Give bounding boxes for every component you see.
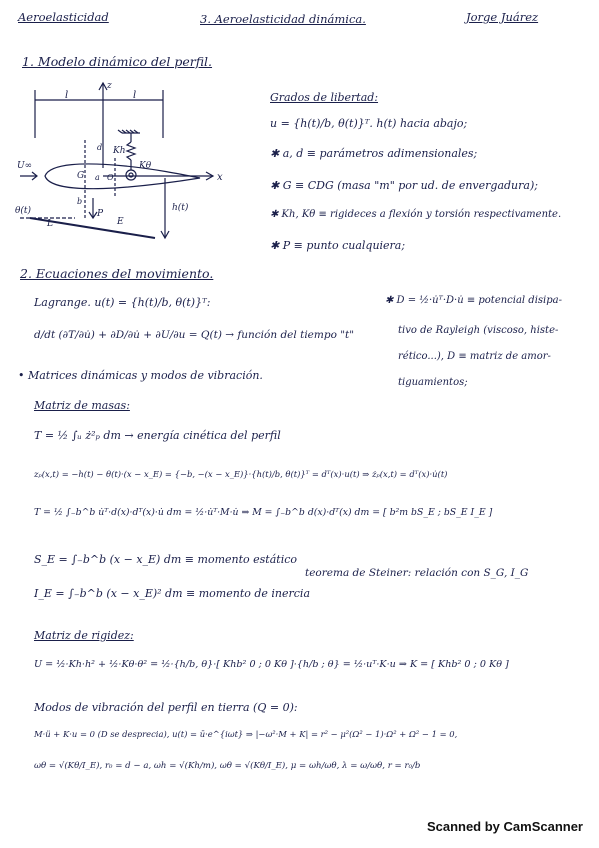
diagram-label-l-right: l (133, 90, 137, 101)
section1-title: 1. Modelo dinámico del perfil. (22, 54, 213, 69)
mass-matrix-equation: T = ½ ∫₋b^b u̇ᵀ·d(x)·dᵀ(x)·u̇ dm = ½·u̇ᵀ·M·u̇ ⇒ M = ∫₋b^b d(x)·dᵀ(x) dm = [ b²m bS_E ; bS_E I_E ] (34, 507, 493, 518)
modes-equation: M·ü + K·u = 0 (D se desprecia), u(t) = ū·e^{iωt} ⇒ |−ω²·M + K| = r² − μ²(Ω² − 1)·Ω² + Ω² − 1 = 0, (34, 729, 458, 739)
note-2: ✱ G ≡ CDG (masa "m" por ud. de envergadura); (270, 179, 538, 192)
note-1: ✱ a, d ≡ parámetros adimensionales; (270, 147, 478, 160)
diagram-label-b: b (77, 197, 83, 206)
diagram-label-l-left: l (65, 90, 69, 101)
airfoil-diagram (15, 78, 245, 253)
dof-equation: u = {h(t)/b, θ(t)}ᵀ. h(t) hacia abajo; (270, 117, 468, 130)
static-moment-def: S_E = ∫₋b^b (x − x_E) dm ≡ momento estático (34, 553, 297, 566)
side-note-4: tiguamientos; (398, 377, 468, 388)
scanner-watermark: Scanned by CamScanner (426, 819, 583, 834)
inertia-moment-def: I_E = ∫₋b^b (x − x_E)² dm ≡ momento de inercia (34, 587, 311, 600)
mass-matrix-title: Matriz de masas: (34, 399, 130, 412)
matrices-bullet: • Matrices dinámicas y modos de vibración. (18, 369, 263, 382)
dof-title: Grados de libertad: (270, 91, 379, 104)
lagrange-label: Lagrange. u(t) = {h(t)/b, θ(t)}ᵀ: (34, 296, 211, 309)
diagram-label-uinf: U∞ (17, 161, 33, 171)
subject-header: Aeroelasticidad (18, 10, 109, 24)
diagram-label-g: G (77, 171, 85, 181)
side-note-3: rético...), D ≡ matriz de amor- (398, 351, 551, 362)
stiffness-matrix-title: Matriz de rigidez: (34, 629, 134, 642)
modes-title: Modos de vibración del perfil en tierra (Q = 0): (34, 701, 298, 714)
diagram-label-h: h(t) (172, 203, 189, 213)
kinetic-energy-def: T = ½ ∫ᵤ ż²ₚ dm → energía cinética del perfil (34, 429, 281, 442)
zp-def: zₚ(x,t) = −h(t) − θ(t)·(x − x_E) = {−b, −(x − x_E)}·{h(t)/b, θ(t)}ᵀ = dᵀ(x)·u(t) ⇒ żₚ(x,t) = dᵀ(x)·u̇(t) (34, 469, 448, 479)
note-4: ✱ P ≡ punto cualquiera; (270, 239, 406, 252)
diagram-label-theta: θ(t) (15, 206, 32, 216)
diagram-label-d: d (97, 143, 103, 152)
topic-header: 3. Aeroelasticidad dinámica. (200, 12, 366, 26)
diagram-label-z: z (107, 81, 112, 91)
diagram-label-big-l: L (47, 219, 53, 229)
side-note-2: tivo de Rayleigh (viscoso, histe- (398, 325, 559, 336)
steiner-note: teorema de Steiner: relación con S_G, I_G (305, 567, 529, 579)
diagram-label-o: O (107, 173, 114, 182)
author-header: Jorge Juárez (466, 10, 539, 24)
diagram-label-e: E (117, 217, 124, 227)
note-3: ✱ Kh, Kθ ≡ rigideces a flexión y torsión respectivamente. (270, 209, 562, 220)
diagram-label-ktheta: Kθ (139, 161, 152, 171)
section2-title: 2. Ecuaciones del movimiento. (20, 266, 214, 281)
potential-energy-equation: U = ½·Kh·h² + ½·Kθ·θ² = ½·{h/b, θ}·[ Khb² 0 ; 0 Kθ ]·{h/b ; θ} = ½·uᵀ·K·u ⇒ K = [ Khb² 0 ; 0 Kθ ] (34, 659, 509, 670)
side-note-1: ✱ D = ½·u̇ᵀ·D·u̇ ≡ potencial disipa- (385, 295, 562, 306)
diagram-label-a: a (95, 173, 100, 182)
frequency-definitions: ωθ = √(Kθ/I_E), r₀ = d − a, ωh = √(Kh/m), ωθ = √(Kθ/I_E), μ = ωh/ωθ, λ = ω/ωθ, r = r₀/b (34, 761, 421, 771)
diagram-label-x: x (217, 172, 223, 183)
diagram-label-p: P (97, 209, 104, 219)
diagram-label-kh: Kh (113, 146, 126, 156)
lagrange-equation: d/dt (∂T/∂u̇) + ∂D/∂u̇ + ∂U/∂u = Q(t) → función del tiempo "t" (34, 329, 355, 341)
